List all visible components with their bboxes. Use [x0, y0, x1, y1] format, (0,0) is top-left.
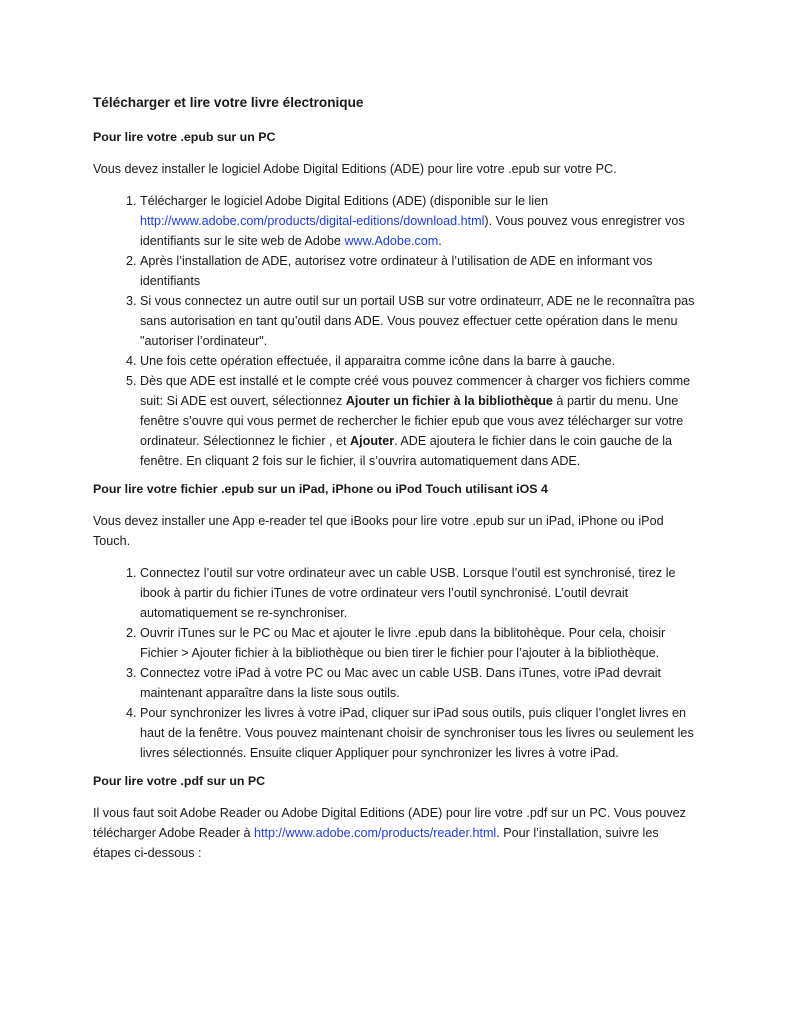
list-item: 1. Connectez l’outil sur votre ordinateur avec un cable USB. Lorsque l’outil est synchronisé, tirez le ibook à partir du fichier iTunes de votre ordinateur vers l’outil synchronisé. L’outil devrait automatiquement se re-synchroniser.: [140, 563, 697, 623]
list-item-text: .: [438, 234, 442, 248]
list-item-text: . ADE ajoutera le fichier dans le coin gauche de la fenêtre. En cliquant 2 fois sur le fichier, il s’ouvrira automatiquement dans ADE.: [140, 434, 673, 468]
adobe-reader-link[interactable]: http://www.adobe.com/products/reader.html: [254, 826, 497, 840]
adobe-site-link[interactable]: www.Adobe.com: [344, 234, 439, 248]
section-intro-epub-pc: Vous devez installer le logiciel Adobe Digital Editions (ADE) pour lire votre .epub sur votre PC.: [93, 162, 617, 176]
section-heading-pdf-pc: Pour lire votre .pdf sur un PC: [93, 774, 266, 788]
list-item-text: Télécharger le logiciel Adobe Digital Editions (ADE) (disponible sur le lien: [140, 194, 549, 208]
section-heading-epub-pc: Pour lire votre .epub sur un PC: [93, 130, 276, 144]
bold-text: Ajouter un fichier à la bibliothèque: [345, 394, 553, 408]
list-item: [140, 371, 697, 471]
list-item: 2. Ouvrir iTunes sur le PC ou Mac et ajouter le livre .epub dans la biblitohèque. Pour cela, choisir Fichier > Ajouter fichier à la bibliothèque ou bien tirer le fichier pour l’ajouter à la bibliothèque.: [140, 623, 697, 663]
steps-list-epub-pc: [93, 191, 697, 471]
ade-download-link[interactable]: http://www.adobe.com/products/digital-editions/download.html: [140, 214, 485, 228]
section-heading-epub-ios: Pour lire votre fichier .epub sur un iPad, iPhone ou iPod Touch utilisant iOS 4: [93, 482, 548, 496]
document-page: [93, 93, 697, 875]
list-item: 3. Connectez votre iPad à votre PC ou Mac avec un cable USB. Dans iTunes, votre iPad devrait maintenant apparaître dans la liste sous outils.: [140, 663, 697, 703]
list-item: 4. Une fois cette opération effectuée, il apparaitra comme icône dans la barre à gauche.: [140, 351, 697, 371]
bold-text: Ajouter: [350, 434, 395, 448]
list-item-text: ). Vous pouvez vous enregistrer vos identifiants sur le site web de Adobe: [140, 214, 685, 248]
paragraph-text: Il vous faut soit Adobe Reader ou Adobe Digital Editions (ADE) pour lire votre .pdf sur un PC. Vous pouvez télécharger Adobe Reader à: [93, 806, 686, 840]
section-intro-pdf-pc: [93, 803, 697, 863]
list-item-text: Dès que ADE est installé et le compte créé vous pouvez commencer à charger vos fichiers comme suit: Si ADE est ouvert, sélectionnez: [140, 374, 691, 408]
section-intro-epub-ios: Vous devez installer une App e-reader tel que iBooks pour lire votre .epub sur un iPad, iPhone ou iPod Touch.: [93, 514, 664, 548]
list-item-text: à partir du menu. Une fenêtre s’ouvre qui vous permet de rechercher le fichier epub que vous avez télécharger sur votre ordinateur. Sélectionnez le fichier , et: [140, 394, 684, 448]
list-item: 2. Après l’installation de ADE, autorisez votre ordinateur à l’utilisation de ADE en informant vos identifiants: [140, 251, 697, 291]
page-title: Télécharger et lire votre livre électronique: [93, 95, 364, 110]
steps-list-epub-ios: [93, 563, 697, 763]
list-item: [140, 191, 697, 251]
list-item: 4. Pour synchronizer les livres à votre iPad, cliquer sur iPad sous outils, puis cliquer l’onglet livres en haut de la fenêtre. Vous pouvez maintenant choisir de synchroniser tous les livres ou seulement les livres sélectionnés. Ensuite cliquer Appliquer pour synchronizer les livres à votre iPad.: [140, 703, 697, 763]
list-item: 3. Si vous connectez un autre outil sur un portail USB sur votre ordinateurr, ADE ne le reconnaîtra pas sans autorisation en tant qu’outil dans ADE. Vous pouvez effectuer cette opération dans le menu "autoriser l’ordinateur".: [140, 291, 697, 351]
paragraph-text: . Pour l’installation, suivre les étapes ci-dessous :: [93, 826, 659, 860]
